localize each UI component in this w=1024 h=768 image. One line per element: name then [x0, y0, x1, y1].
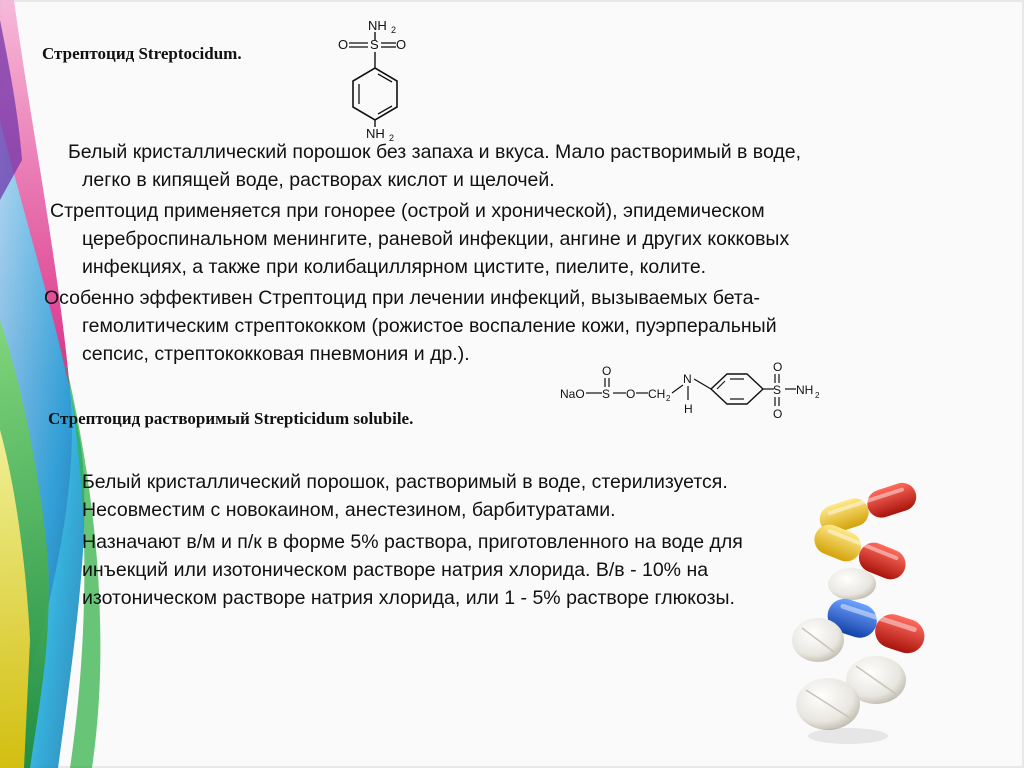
structure2-s1: S [602, 387, 611, 401]
structure2-ch-sub: 2 [666, 394, 671, 403]
structure2-o-mid: O [626, 387, 636, 401]
paragraph-line: Несовместим с новокаином, анестезином, барбитуратами. [82, 499, 616, 521]
structure2-o-up1: O [602, 364, 612, 378]
structure2-n: N [683, 372, 692, 386]
structure1-top-sub: 2 [391, 25, 397, 35]
paragraph-line: Белый кристаллический порошок, растворимый в воде, стерилизуется. [82, 471, 728, 493]
structure2-s2: S [773, 383, 782, 397]
paragraph-line: Особенно эффективен Стрептоцид при лечении инфекций, вызываемых бета- [44, 287, 760, 309]
paragraph-description [68, 138, 801, 194]
structure2-h: H [684, 402, 693, 416]
paragraph-administration [82, 528, 743, 612]
sulfanilamide-structure [330, 10, 420, 142]
structure1-bottom-group: NH [366, 126, 385, 141]
paragraph-line: гемолитическим стрептококком (рожистое воспаление кожи, пуэрперальный [82, 315, 777, 337]
paragraph-line: цереброспинальном менингите, раневой инфекции, ангине и других кокковых [82, 228, 790, 250]
structure1-top-group: NH [368, 18, 387, 33]
structure2-o-up2: O [773, 360, 783, 374]
structure2-o-down2: O [773, 407, 783, 421]
paragraph-line: Назначают в/м и п/к в форме 5% раствора, приготовленного на воде для [82, 531, 743, 553]
structure1-bottom-sub: 2 [389, 133, 395, 142]
paragraph-line: легко в кипящей воде, растворах кислот и щелочей. [82, 169, 555, 191]
structure2-nh: NH [796, 383, 814, 397]
title-streptocidum: Стрептоцид Streptocidum. [42, 44, 242, 63]
structure1-left-o: O [338, 37, 349, 52]
title-strepticidum-solubile: Стрептоцид растворимый Strepticidum solubile. [48, 409, 414, 428]
soluble-streptocide-structure [556, 356, 826, 426]
paragraph-line: Белый кристаллический порошок без запаха и вкуса. Мало растворимый в воде, [68, 141, 802, 163]
structure1-right-o: O [396, 37, 407, 52]
structure2-nao: NaO [560, 387, 585, 401]
paragraph-line: Стрептоцид применяется при гонорее (острой и хронической), эпидемическом [50, 200, 765, 222]
paragraph-line: инъекций или изотоническом растворе натрия хлорида. В/в - 10% на [82, 559, 709, 581]
paragraph-solubile-description [82, 468, 728, 524]
structure2-ch: CH [648, 387, 666, 401]
structure1-sulfur: S [370, 37, 379, 52]
paragraph-applications [50, 197, 789, 281]
decorative-ribbons [0, 0, 130, 768]
structure2-nh-sub: 2 [815, 391, 820, 400]
paragraph-line: сепсис, стрептококковая пневмония и др.). [82, 343, 470, 365]
paragraph-line: инфекциях, а также при колибациллярном цистите, пиелите, колите. [82, 256, 707, 278]
paragraph-line: изотоническом растворе натрия хлорида, или 1 - 5% растворе глюкозы. [82, 587, 735, 609]
pills-image [730, 480, 930, 750]
